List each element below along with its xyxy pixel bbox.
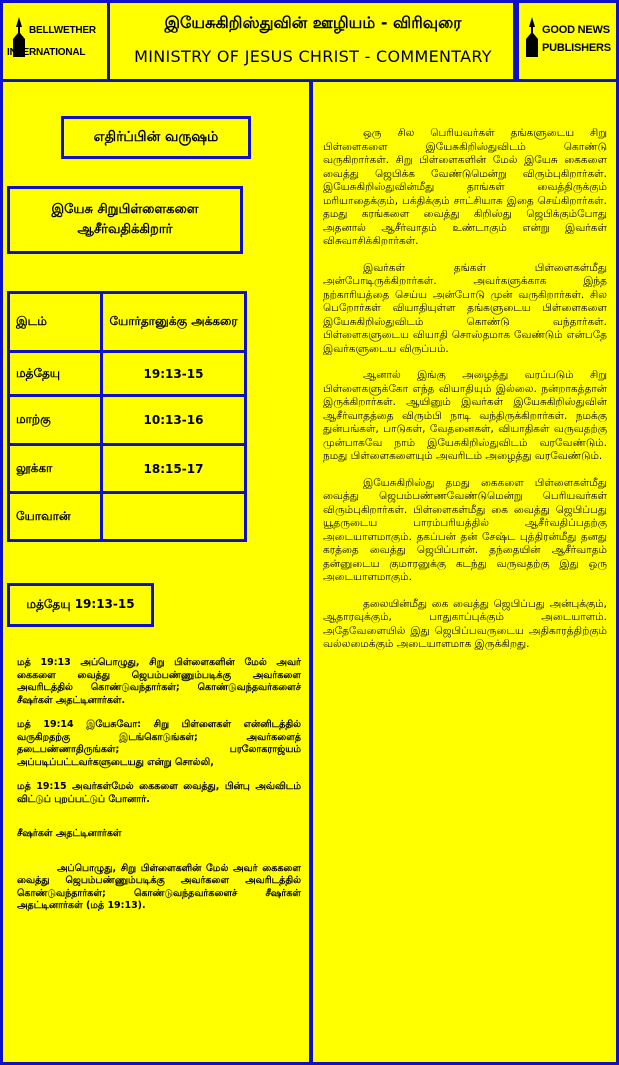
title-english: MINISTRY OF JESUS CHRIST - COMMENTARY bbox=[134, 47, 492, 66]
table-cell: மாற்கு bbox=[9, 396, 102, 445]
table-row bbox=[9, 445, 246, 493]
commentary-paragraph: இவர்கள் தங்கள் பிள்ளைகள்மீது அன்போடிருக்கிறார்கள். அவர்களுக்காக இந்த நற்காரியத்தை செய்ய அன்போடு முன் வருகிறார்கள். சில பெறோர்கள் வியாதியுள்ள தங்களுடைய பிள்ளைகளை இயேசுகிறிஸ்துவிடம் கொண்டு வந்தார்கள். பிள்ளைகளுடைய வியாதி சொஸ்தமாக வேண்டும் என்பதே இவர்களுடைய விருப்பம். bbox=[323, 261, 607, 355]
logo-right-line2: PUBLISHERS bbox=[542, 42, 611, 54]
table-cell: மத்தேயு bbox=[9, 352, 102, 396]
topic-title: இயேசு சிறுபிள்ளைகளை ஆசீர்வதிக்கிறார் bbox=[7, 186, 243, 254]
page-header bbox=[3, 3, 616, 82]
verse-text: மத் 19:15 அவர்கள்மேல் கைகளை வைத்து, பின்பு அவ்விடம் விட்டுப் புறப்பட்டுப் போனார். bbox=[17, 781, 301, 805]
commentary-paragraph: இயேசுகிறிஸ்து தமது கைகளை பிள்ளைகள்மீது வைத்து ஜெபம்பண்ணவேண்டுமென்று பெரியவர்கள் விரும்புகிறார்கள். பிள்ளைகள்மீது கை வைத்து ஜெபிப்பது யூதருடைய பாரம்பரியத்தில் ஆசீர்வதிப்பதற்கு அடையாளமாகும். தகப்பன் தன் சேஷ்ட புத்திரன்மீது தனது கரத்தை வைத்து ஜெபிப்பான். தந்தையின் ஆசீர்வாதம் தன்னுடைய குமாரனுக்கு கடந்து வருவதற்கு இது ஒரு அடையாளமாகும். bbox=[323, 476, 607, 583]
table-cell: யோவான் bbox=[9, 493, 102, 541]
commentary-paragraph: ஒரு சில பெரியவர்கள் தங்களுடைய சிறு பிள்ளைகளை இயேசுகிறிஸ்துவிடம் கொண்டு வருகிறார்கள். சிறு பிள்ளைகளின் மேல் இயேசு கைகளை வைத்து ஜெபிக்க வேண்டுமென்று விரும்புகிறார்கள். இயேசுகிறிஸ்துவின்மீது தாங்கள் வைத்திருக்கும் மரியாதைக்கும், பக்திக்கும் சாட்சியாக இதை செய்கிறார்கள். தமது கரங்களை வைத்து கிறிஸ்து ஜெபிக்கும்போது அதனால் ஆசீர்வாதம் உண்டாகும் என்று இவர்கள் விசுவாசிக்கிறார்கள். bbox=[323, 127, 607, 247]
quote-text: அப்பொழுது, சிறு பிள்ளைகளின் மேல் அவர் கைகளை வைத்து ஜெபம்பண்ணும்படிக்கு அவர்களை அவரிடத்தில் கொண்டுவந்தார்கள்; கொண்டுவந்தவர்களைச் சீஷர்கள் அதட்டினார்கள் (மத் 19:13). bbox=[17, 862, 301, 911]
title-tamil: இயேசுகிறிஸ்துவின் ஊழியம் - விரிவுரை bbox=[164, 13, 462, 32]
good-news-logo bbox=[513, 3, 616, 79]
bellwether-logo bbox=[3, 3, 110, 79]
table-header-cell: இடம் bbox=[9, 293, 102, 352]
table-row bbox=[9, 293, 246, 352]
logo-left-line1: BELLWETHER bbox=[29, 25, 96, 36]
subheading: சீஷர்கள் அதட்டினார்கள் bbox=[17, 828, 122, 839]
commentary-paragraph: ஆனால் இங்கு அழைத்து வரப்படும் சிறு பிள்ளைகளுக்கோ எந்த வியாதியும் இல்லை. நன்றாகத்தான் இருக்கிறார்கள். ஆயினும் இவர்கள் இயேசுகிறிஸ்துவின் ஆசீர்வாதத்தை விரும்பி நாடி வந்திருக்கிறார்கள். நமக்கு துன்பங்கள், பாடுகள், வேதனைகள், வியாதிகள் வருவதற்கு முன்பாகவே நாம் இயேசுகிறிஸ்துவிடம் வரவேண்டும். நமது பிள்ளைகளையும் அவரிடம் அழைத்து வரவேண்டும். bbox=[323, 369, 607, 462]
logo-left-line2: INTERNATIONAL bbox=[7, 47, 86, 58]
verse-block bbox=[17, 657, 301, 925]
passage-title: மத்தேயு 19:13-15 bbox=[7, 583, 154, 627]
table-cell: லூக்கா bbox=[9, 445, 102, 493]
column-divider bbox=[309, 82, 313, 1065]
table-row bbox=[9, 493, 246, 541]
table-row bbox=[9, 352, 246, 396]
table-header-cell: யோர்தானுக்கு அக்கரை bbox=[102, 293, 246, 352]
commentary-block bbox=[323, 127, 607, 665]
verse-text: மத் 19:13 அப்பொழுது, சிறு பிள்ளைகளின் மேல் அவர் கைகளை வைத்து ஜெபம்பண்ணும்படிக்கு அவர்களை அவரிடத்தில் கொண்டுவந்தார்கள்; கொண்டுவந்தவர்களைச் சீஷர்கள் அதட்டினார்கள். bbox=[17, 657, 301, 706]
table-cell: 19:13-15 bbox=[102, 352, 246, 396]
church-icon bbox=[522, 17, 542, 57]
commentary-paragraph: தலையின்மீது கை வைத்து ஜெபிப்பது அன்புக்கும், ஆதாரவுக்கும், பாதுகாப்புக்கும் அடையாளம். அதேவேளையில் இது ஜெபிப்பவருடைய அதிகாரத்திற்கும் வல்லமைக்கும் அடையாளமாக இருக்கிறது. bbox=[323, 597, 607, 650]
table-cell bbox=[102, 493, 246, 541]
table-cell: 18:15-17 bbox=[102, 445, 246, 493]
section-title: எதிர்ப்பின் வருஷம் bbox=[61, 116, 251, 159]
header-title-block bbox=[110, 3, 519, 79]
reference-table bbox=[7, 291, 247, 542]
logo-right-line1: GOOD NEWS bbox=[542, 24, 610, 36]
verse-text: மத் 19:14 இயேசுவோ: சிறு பிள்ளைகள் என்னிடத்தில் வருகிறதற்கு இடங்கொடுங்கள்; அவர்களைத் தடைபண்ணாதிருங்கள்; பரலோகராஜ்யம் அப்படிப்பட்டவர்களுடையது என்று சொல்லி, bbox=[17, 719, 301, 768]
table-row bbox=[9, 396, 246, 445]
table-cell: 10:13-16 bbox=[102, 396, 246, 445]
